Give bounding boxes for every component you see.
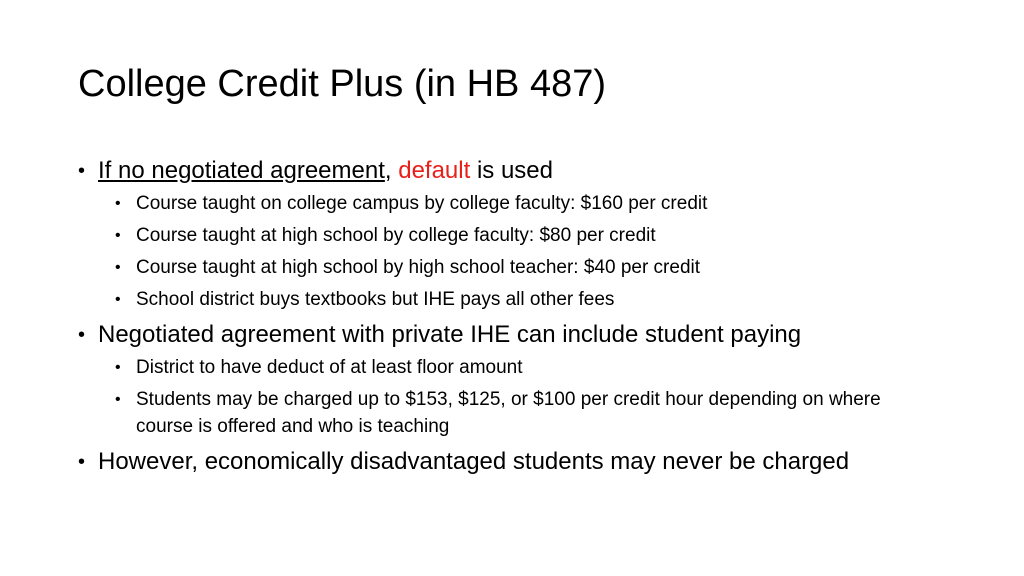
sub-bullet-dot-icon: • xyxy=(115,227,121,244)
sub-bullet-floor-amount xyxy=(78,354,978,381)
sub-bullet-dot-icon: • xyxy=(115,391,121,408)
bullet-underlined-text: If no negotiated agreement xyxy=(98,157,385,184)
sub-bullet-dot-icon: • xyxy=(115,195,121,212)
bullet-dot-icon: • xyxy=(78,160,86,182)
sub-bullet-textbooks xyxy=(78,286,978,313)
sub-bullet-text: Students may be charged up to $153, $125, or $100 per credit hour depending on where course is offered and who is teaching xyxy=(136,389,881,437)
sub-bullet-student-charges xyxy=(78,386,896,440)
sub-bullet-text: School district buys textbooks but IHE pays all other fees xyxy=(136,289,615,310)
bullet-negotiated-agreement xyxy=(78,318,978,352)
bullet-dot-icon: • xyxy=(78,451,86,473)
bullet-comma-text: , xyxy=(384,157,399,184)
sub-bullet-dot-icon: • xyxy=(115,259,121,276)
bullet-default-rule xyxy=(78,154,978,188)
bullet-red-text: default xyxy=(398,157,471,184)
sub-bullet-text: District to have deduct of at least floor amount xyxy=(136,357,523,378)
slide-content xyxy=(78,154,978,481)
sub-bullet-text: Course taught on college campus by college faculty: $160 per credit xyxy=(136,193,708,214)
sub-bullet-list-default xyxy=(78,190,978,313)
bullet-text: Negotiated agreement with private IHE can include student paying xyxy=(98,321,802,348)
sub-bullet-dot-icon: • xyxy=(115,291,121,308)
slide-title: College Credit Plus (in HB 487) xyxy=(78,63,607,105)
sub-bullet-high-school-college-faculty xyxy=(78,222,978,249)
sub-bullet-college-campus xyxy=(78,190,978,217)
sub-bullet-text: Course taught at high school by high school teacher: $40 per credit xyxy=(136,257,701,278)
bullet-text: However, economically disadvantaged students may never be charged xyxy=(98,448,850,475)
bullet-economically-disadvantaged xyxy=(78,445,978,479)
sub-bullet-text: Course taught at high school by college faculty: $80 per credit xyxy=(136,225,656,246)
bullet-end-text: is used xyxy=(470,157,553,184)
bullet-dot-icon: • xyxy=(78,324,86,346)
sub-bullet-high-school-teacher xyxy=(78,254,978,281)
sub-bullet-list-negotiated xyxy=(78,354,978,440)
sub-bullet-dot-icon: • xyxy=(115,359,121,376)
